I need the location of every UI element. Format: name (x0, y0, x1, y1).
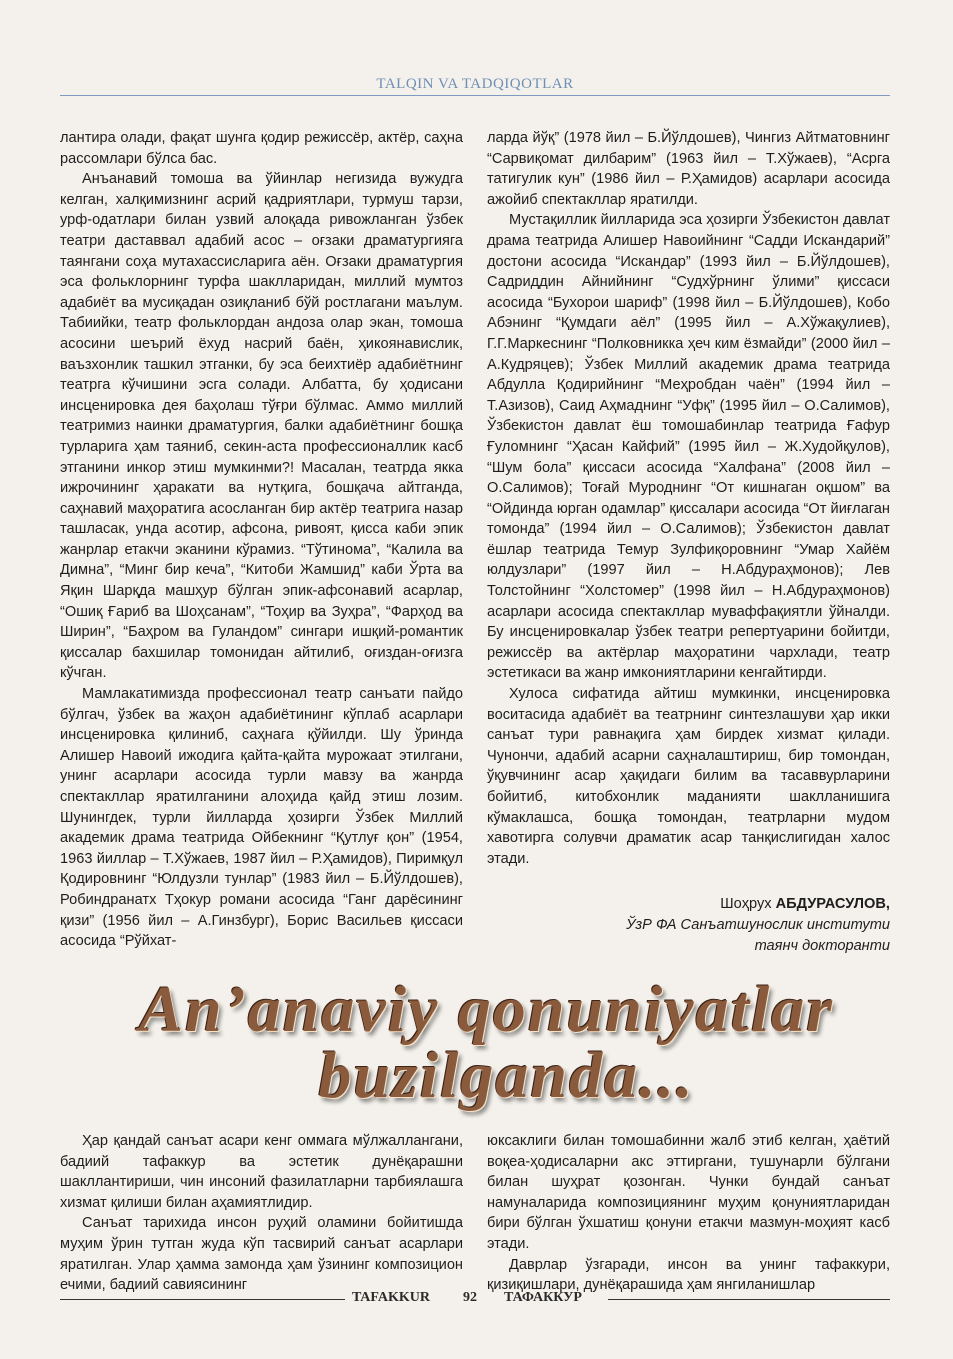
column-right-top (487, 128, 890, 869)
column-left-top (60, 128, 463, 952)
author-surname: АБДУРАСУЛОВ, (775, 896, 890, 912)
article-title-line-1: An’anaviy qonuniyatlar (139, 973, 834, 1046)
paragraph: лантира олади, фақат шунга қодир режиссёр, актёр, саҳна рассомлари бўлса бас. (60, 130, 463, 167)
footer-magazine-cyrillic: ТАФАККУР (504, 1290, 582, 1305)
author-affiliation: ЎзР ФА Санъатшунослик институти (626, 917, 890, 933)
footer-rule-right (608, 1299, 890, 1300)
author-position: таянч докторанти (754, 938, 890, 954)
paragraph: Хулоса сифатида айтиш мумкинки, инсценировка воситасида адабиёт ва театрнинг синтезлашуви ҳар икки санъат тури равнақига ҳам бирдек хизмат қилади. Чунончи, адабий асарни саҳналаштириш, бир томондан, ўқувчининг асар ҳақидаги билим ва тасаввурларини бойитиб, китобхонлик маданияти шаклланишига кўмаклашса, бошқа томондан, театрларни мудом хавотирга солувчи драматик асар танқислигидан халос этади. (487, 686, 890, 867)
paragraph: Ҳар қандай санъат асари кенг оммага мўлжаллангани, бадиий тафаккур ва эстетик дунёқарашни шакллантириши, чин инсоний фазилатларни тарбиялашга хизмат қилиши билан аҳамиятлидир. (60, 1133, 463, 1211)
page-footer (60, 1290, 890, 1310)
author-signature (487, 894, 890, 957)
author-name (487, 894, 890, 915)
page-number: 92 (463, 1290, 477, 1305)
article-title-line-2: buzilganda... (318, 1039, 695, 1112)
paragraph: Мамлакатимизда профессионал театр санъати пайдо бўлгач, ўзбек ва жаҳон адабиётининг кўплаб асарлари инсценировка қилиниб, саҳнага қўйилди. Шу ўринда Алишер Навоий ижодига қайта-қайта мурожаат этилгани, унинг асарлари асосида турли мавзу ва жанрда спектакллар яратилганини алоҳида қайд этиш лозим. Шунингдек, турли йилларда ҳозирги Ўзбек Миллий академик драма театрида Ойбекнинг “Қутлуғ қон” (1954, 1963 йиллар – Т.Хўжаев, 1987 йил – Р.Ҳамидов), Пиримқул Қодировнинг “Юлдузли тунлар” (1983 йил – Б.Йўлдошев), Робиндранатх Тҳокур романи асосида “Ганг дарёсининг қизи” (1956 йил – А.Гинзбург), Борис Васильев қиссаси асосида “Рўйхат- (60, 686, 463, 950)
column-right-bottom (487, 1131, 890, 1296)
header-title: TALQIN VA TADQIQOTLAR (376, 76, 574, 92)
paragraph: Анъанавий томоша ва ўйинлар негизида вужудга келган, халқимизнинг асрий қадриятлари, турмуш тарзи, урф-одатлари билан узвий алоқада ривожланган ўзбек театри даставвал адабий асос – оғзаки драматургияга таянгани соҳа мутахассисларига аён. Оғзаки драматургия эса фольклорнинг турфа шаклларидан, миллий мумтоз адабиёт ва мусиқадан озиқланиб бўй ростлагани маълум. Табиийки, театр фольклордан андоза олар экан, томоша асосини шеърий ёхуд насрий баён, ҳикоянавислик, ваъзхонлик ташкил этганки, бу эса беихтиёр адабиётнинг театрга кўчишини эсга солади. Албатта, бу ҳодисани инсценировка дея баҳолаш тўғри бўлмас. Аммо миллий театримиз наинки драматургия, балки адабиётнинг бошқа турларига ҳам таяниб, секин-аста профессионаллик касб этганини инкор этиш мумкинми?! Масалан, театрда якка ижрочининг ҳаракати ва нутқига, бошқача айтганда, саҳнавий маҳоратига асосланган бир актёр театрига назар ташласак, унда асотир, афсона, ривоят, қисса каби эпик жанрлар етакчи эканини кўрамиз. “Тўтинома”, “Калила ва Димна”, “Минг бир кеча”, “Китоби Жамшид” каби Ўрта ва Яқин Шарқда машҳур бўлган эпик-афсонавий асарлар, “Ошиқ Ғариб ва Шоҳсанам”, “Тоҳир ва Зуҳра”, “Фарҳод ва Ширин”, “Баҳром ва Гуландом” сингари ишқий-романтик қиссалар бахшилар томонидан айтилиб, оғиздан-оғизга кўчган. (60, 171, 463, 682)
header-rule (60, 95, 890, 96)
author-first-name: Шоҳрух (720, 896, 776, 912)
paragraph: ларда йўқ” (1978 йил – Б.Йўлдошев), Чингиз Айтматовнинг “Сарвиқомат дилбарим” (1963 йил – Т.Хўжаев), “Асрга татигулик кун” (1986 йил – Р.Ҳамидов) асарлари асосида ажойиб спектакллар яратилди. (487, 130, 890, 208)
paragraph: Санъат тарихида инсон руҳий оламини бойитишда муҳим ўрин тутган жуда кўп тасвирий санъат асарлари яратилган. Улар ҳамма замонда ҳам ўзининг композицион ечими, бадиий савиясининг (60, 1215, 463, 1294)
paragraph: юксаклиги билан томошабинни жалб этиб келган, ҳаётий воқеа-ҳодисаларни акс эттиргани, тушунарли бўлгани билан шуҳрат қозонган. Чунки бундай санъат намуналарида композициянинг муҳим қонуниятларидан бири бўлган ўхшатиш қонуни етакчи мазмун-моҳият касб этади. (487, 1133, 890, 1252)
footer-rule-left (60, 1299, 345, 1300)
paragraph: Мустақиллик йилларида эса ҳозирги Ўзбекистон давлат драма театрида Алишер Навоийнинг “Садди Искандарий” достони асосида “Искандар” (1993 йил – Б.Йўлдошев), Садриддин Айнийнинг “Судхўрнинг ўлими” қиссаси асосида “Бухорои шариф” (1998 йил – Б.Йўлдошев), Кобо Абэнинг “Қумдаги аёл” (1995 йил – А.Хўжақулиев), Г.Г.Маркеснинг “Полковникка ҳеч ким ёзмайди” (2000 йил – А.Кудряцев); Ўзбек Миллий академик драма театрида Абдулла Қодирийнинг “Меҳробдан чаён” (1994 йил – Т.Азизов), Саид Аҳмаднинг “Уфқ” (1995 йил – О.Салимов), Ўзбекистон давлат ёш томошабинлар театрида Ғафур Ғуломнинг “Ҳасан Кайфий” (1995 йил – Ж.Худойқулов), “Шум бола” қиссаси асосида “Халфана” (2008 йил – О.Салимов); Тоғай Муроднинг “От кишнаган оқшом” ва “Ойдинда юрган одамлар” қиссалари асосида “От йиғлаган томонда” (1994 йил – О.Салимов); Ўзбекистон давлат ёшлар театрида Темур Зулфиқоровнинг “Умар Хайём юлдузлари” (1997 йил – Н.Абдураҳмонов); Лев Толстойнинг “Холстомер” (1998 йил – Н.Абдураҳмонов) асарлари асосида спектакллар муваффақиятли ўйналди. Бу инсценировкалар ўзбек театри репертуарини бойитди, режиссёр ва актёрлар маҳоратини чархлади, театр эстетикаси ва жанр имкониятларини кенгайтирди. (487, 212, 890, 682)
paragraph: Даврлар ўзгаради, инсон ва унинг тафаккури, қизиқишлари, дунёқарашида ҳам янгиланишлар (487, 1256, 890, 1294)
column-left-bottom (60, 1131, 463, 1296)
footer-magazine-latin: TAFAKKUR (352, 1290, 431, 1305)
